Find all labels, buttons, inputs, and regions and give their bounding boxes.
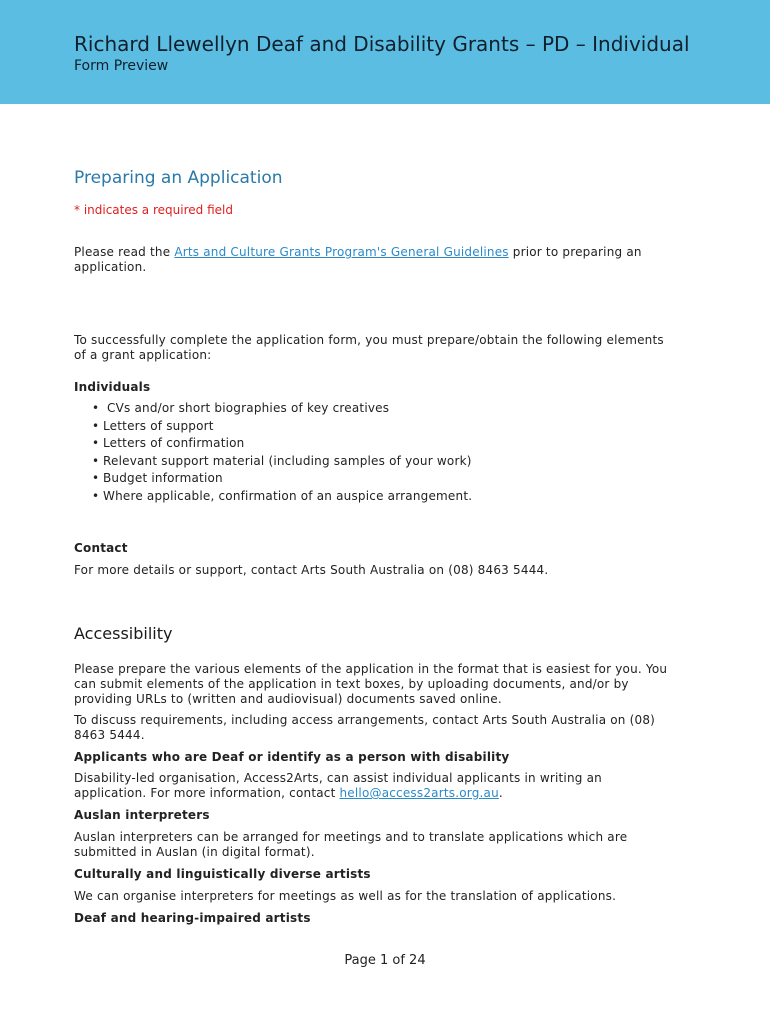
list-item: • Relevant support material (including samples of your work): [74, 453, 472, 471]
contact-text: For more details or support, contact Arts South Australia on (08) 8463 5444.: [74, 563, 549, 577]
cald-heading: Culturally and linguistically diverse artists: [74, 867, 371, 881]
list-item: • Letters of support: [74, 418, 472, 436]
section-heading-accessibility: Accessibility: [74, 624, 173, 643]
contact-heading: Contact: [74, 541, 128, 555]
page-header: [0, 0, 770, 104]
list-item: • Budget information: [74, 470, 472, 488]
list-item: • CVs and/or short biographies of key creatives: [74, 400, 472, 418]
guidelines-suffix: prior to preparing an application.: [74, 245, 642, 274]
individuals-list: [74, 400, 472, 505]
guidelines-paragraph: [74, 245, 686, 275]
deaf-disability-heading: Applicants who are Deaf or identify as a person with disability: [74, 750, 510, 764]
auslan-heading: Auslan interpreters: [74, 808, 210, 822]
form-subtitle: Form Preview: [74, 58, 169, 74]
hearing-impaired-heading: Deaf and hearing-impaired artists: [74, 911, 311, 925]
access2arts-email-link[interactable]: hello@access2arts.org.au: [339, 786, 499, 800]
deaf-disability-prefix: Disability-led organisation, Access2Arts, can assist individual applicants in writing an application. For more information, contact: [74, 771, 602, 800]
section-heading-preparing: Preparing an Application: [74, 168, 283, 188]
list-item: • Letters of confirmation: [74, 435, 472, 453]
required-field-note: * indicates a required field: [74, 203, 233, 217]
complete-paragraph: To successfully complete the application form, you must prepare/obtain the following elements of a grant application:: [74, 333, 664, 362]
auslan-paragraph: Auslan interpreters can be arranged for meetings and to translate applications which are submitted in Auslan (in digital format).: [74, 830, 628, 859]
cald-paragraph: We can organise interpreters for meetings as well as for the translation of applications.: [74, 889, 617, 903]
form-title: Richard Llewellyn Deaf and Disability Grants – PD – Individual: [74, 32, 690, 56]
accessibility-paragraph-2: To discuss requirements, including access arrangements, contact Arts South Australia on (08) 8463 5444.: [74, 713, 656, 742]
deaf-disability-paragraph: [74, 771, 639, 801]
list-item: • Where applicable, confirmation of an auspice arrangement.: [74, 488, 472, 506]
deaf-disability-suffix: .: [498, 786, 503, 800]
individuals-heading: Individuals: [74, 380, 151, 394]
guidelines-link[interactable]: Arts and Culture Grants Program's General Guidelines: [174, 245, 509, 259]
guidelines-prefix: Please read the: [74, 245, 175, 259]
page-number: Page 1 of 24: [344, 953, 426, 968]
accessibility-paragraph-1: Please prepare the various elements of the application in the format that is easiest for you. You can submit elements of the application in text boxes, by uploading documents, and/or by providing URLs to (written and audiovisual) documents saved online.: [74, 662, 668, 706]
